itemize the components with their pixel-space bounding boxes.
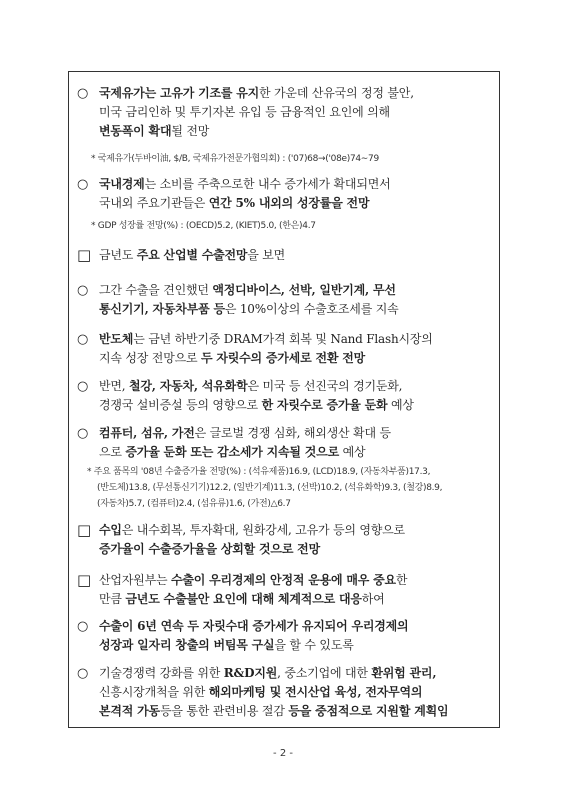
bullet-oil-price: ○ 국제유가는 고유가 기조를 유지한 가운데 산유국의 정정 불안, 미국 금리인하 및 투기자본 유입 등 금융적인 요인에 의해 변동폭이 확대될 전망 — [77, 86, 414, 138]
bullet-strong-exports: ○ 그간 수출을 견인했던 액정디바이스, 선박, 일반기계, 무선 통신기기, 자동차부품 등은 10%이상의 수출호조세를 지속 — [77, 283, 399, 316]
bullet-domestic-economy: ○ 국내경제는 소비를 주축으로한 내수 증가세가 확대되면서 국내외 주요기관들은 연간 5% 내외의 성장률을 전망 — [77, 177, 391, 210]
note-export-growth: * 주요 품목의 '08년 수출증가율 전망(%) : (석유제품)16.9, (LCD)18.9, (자동차부품)17.3, (반도체)13.8, (무선통신기기)12.2, (일반기계)11.3, (선박)10.2, (석유화학)9.3, (철강)8.9, (자동차)5.7, (컴퓨터)2.4, (섬유류)1.6, (가전)△6.7 — [87, 467, 443, 509]
bullet-declining-items: ○ 컴퓨터, 섬유, 가전은 글로벌 경쟁 심화, 해외생산 확대 등 으로 증가율 둔화 또는 감소세가 지속될 것으로 예상 — [77, 426, 391, 459]
page-number: - 2 - — [273, 748, 293, 759]
circle-marker: ○ — [77, 332, 89, 347]
bullet-semiconductor: ○ 반도체는 금년 하반기중 DRAM가격 회복 및 Nand Flash시장의 지속 성장 전망으로 두 자릿수의 증가세로 전환 전망 — [77, 332, 433, 365]
bullet-six-year-growth: ○ 수출이 6년 연속 두 자릿수대 증가세가 유지되어 우리경제의 성장과 일자리 창출의 버팀목 구실을 할 수 있도록 — [77, 619, 409, 652]
content-frame — [68, 71, 500, 728]
section-export-outlook: □ 금년도 주요 산업별 수출전망을 보면 — [77, 246, 286, 264]
bullet-slowing-growth: ○ 반면, 철강, 자동차, 석유화학은 미국 등 선진국의 경기둔화, 경쟁국 설비증설 등의 영향으로 한 자릿수로 증가율 둔화 예상 — [77, 379, 414, 412]
circle-marker: ○ — [77, 86, 89, 101]
section-ministry-response: □ 산업자원부는 수출이 우리경제의 안정적 운용에 매우 중요한 만큼 금년도 수출불안 요인에 대해 체계적으로 대응하여 — [77, 571, 408, 606]
square-marker: □ — [77, 521, 92, 539]
circle-marker: ○ — [77, 426, 89, 441]
square-marker: □ — [77, 571, 92, 589]
circle-marker: ○ — [77, 177, 89, 192]
circle-marker: ○ — [77, 619, 89, 634]
circle-marker: ○ — [77, 666, 89, 681]
note-gdp: * GDP 성장률 전망(%) : (OECD)5.2, (KIET)5.0, (한은)4.7 — [91, 221, 316, 231]
section-imports: □ 수입은 내수회복, 투자확대, 원화강세, 고유가 등의 영향으로 증가율이 수출증가율을 상회할 것으로 전망 — [77, 521, 405, 556]
note-oil-price: * 국제유가(두바이油, $/B, 국제유가전문가협의회) : ('07)68→('08e)74∼79 — [91, 154, 379, 164]
circle-marker: ○ — [77, 379, 89, 394]
circle-marker: ○ — [77, 283, 89, 298]
bullet-support-plan: ○ 기술경쟁력 강화를 위한 R&D지원, 중소기업에 대한 환위험 관리, 신흥시장개척을 위한 해외마케팅 및 전시산업 육성, 전자무역의 본격적 가동등을 통한 관련비용 절감 등을 중점적으로 지원할 계획임 — [77, 666, 449, 718]
square-marker: □ — [77, 246, 92, 264]
